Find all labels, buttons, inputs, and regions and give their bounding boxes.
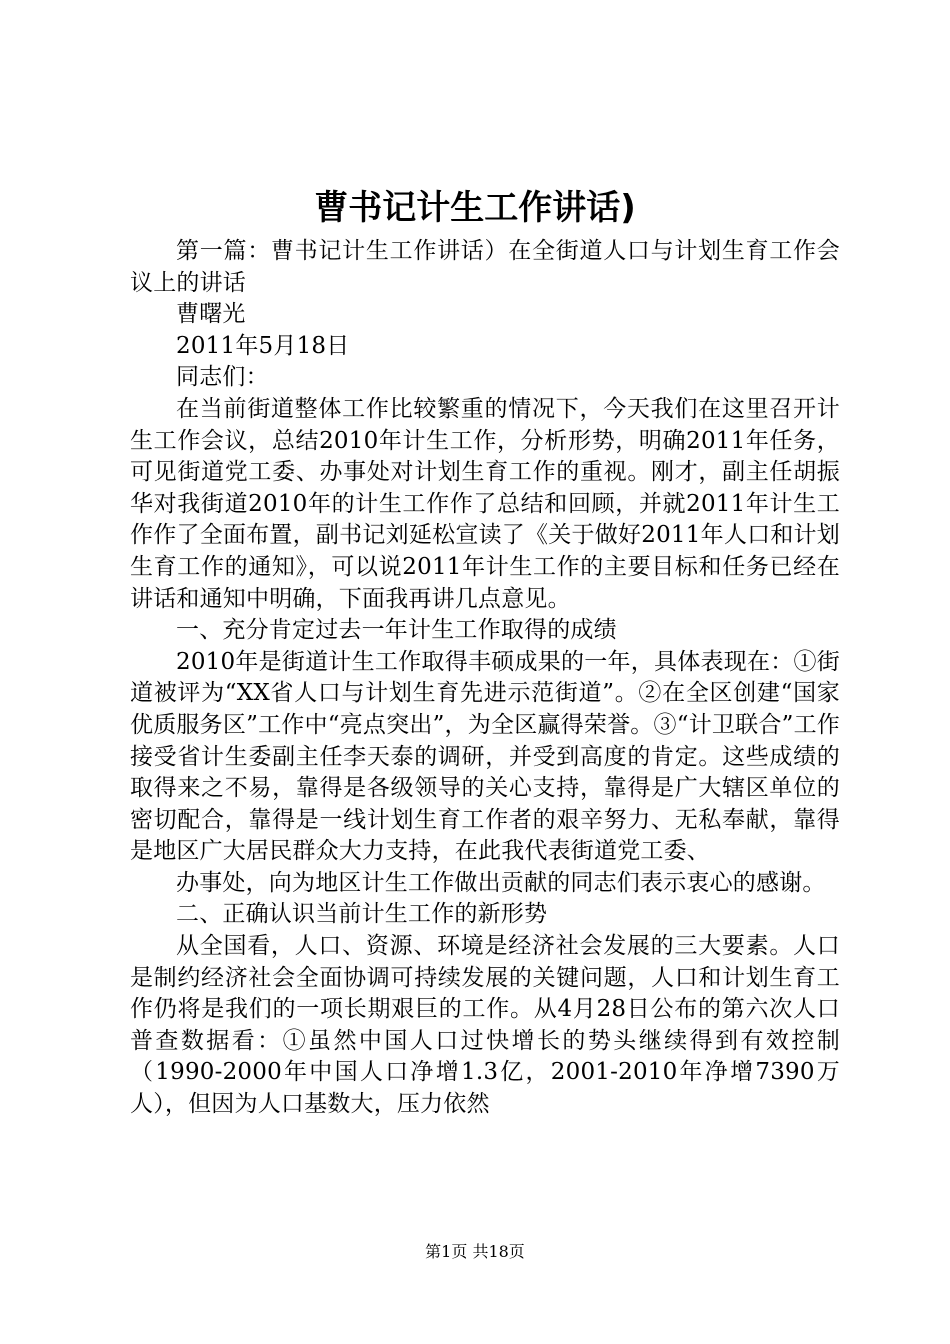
page-number: 第1页 共18页 xyxy=(425,1242,525,1261)
paragraph-situation: 从全国看，人口、资源、环境是经济社会发展的三大要素。人口是制约经济社会全面协调可持续发展的关键问题，人口和计划生育工作仍将是我们的一项长期艰巨的工作。从4月28日公布的第六次人口普查数据看：①虽然中国人口过快增长的势头继续得到有效控制（1990-2000年中国人口净增1.3亿，2001-2010年净增7390万人），但因为人口基数大，压力依然 xyxy=(130,933,840,1118)
section-heading-1: 一、充分肯定过去一年计生工作取得的成绩 xyxy=(176,617,617,644)
paragraph-author: 曹曙光 xyxy=(176,301,246,328)
document-title: 曹书记计生工作讲话) xyxy=(314,188,636,228)
paragraph-achievements: 2010年是街道计生工作取得丰硕成果的一年，具体表现在：①街道被评为“XX省人口与计划生育先进示范街道”。②在全区创建“国家优质服务区”工作中“亮点突出”，为全区赢得荣誉。③“计卫联合”工作接受省计生委副主任李天泰的调研，并受到高度的肯定。这些成绩的取得来之不易，靠得是各级领导的关心支持，靠得是广大辖区单位的密切配合，靠得是一线计划生育工作者的艰辛努力、无私奉献，靠得是地区广大居民群众大力支持，在此我代表街道党工委、 xyxy=(130,648,840,865)
paragraph-heading-line: 第一篇：曹书记计生工作讲话）在全街道人口与计划生育工作会议上的讲话 xyxy=(130,238,840,296)
paragraph-thanks: 办事处，向为地区计生工作做出贡献的同志们表示衷心的感谢。 xyxy=(176,869,826,896)
paragraph-intro: 在当前街道整体工作比较繁重的情况下，今天我们在这里召开计生工作会议，总结2010年计生工作，分析形势，明确2011年任务，可见街道党工委、办事处对计划生育工作的重视。刚才，副主任胡振华对我街道2010年的计生工作作了总结和回顾，并就2011年计生工作作了全面布置，副书记刘延松宣读了《关于做好2011年人口和计划生育工作的通知》，可以说2011年计生工作的主要目标和任务已经在讲话和通知中明确，下面我再讲几点意见。 xyxy=(130,395,840,612)
document-body xyxy=(130,236,840,1121)
section-heading-2: 二、正确认识当前计生工作的新形势 xyxy=(176,901,548,928)
paragraph-salutation: 同志们： xyxy=(176,364,269,391)
paragraph-date: 2011年5月18日 xyxy=(176,332,350,359)
